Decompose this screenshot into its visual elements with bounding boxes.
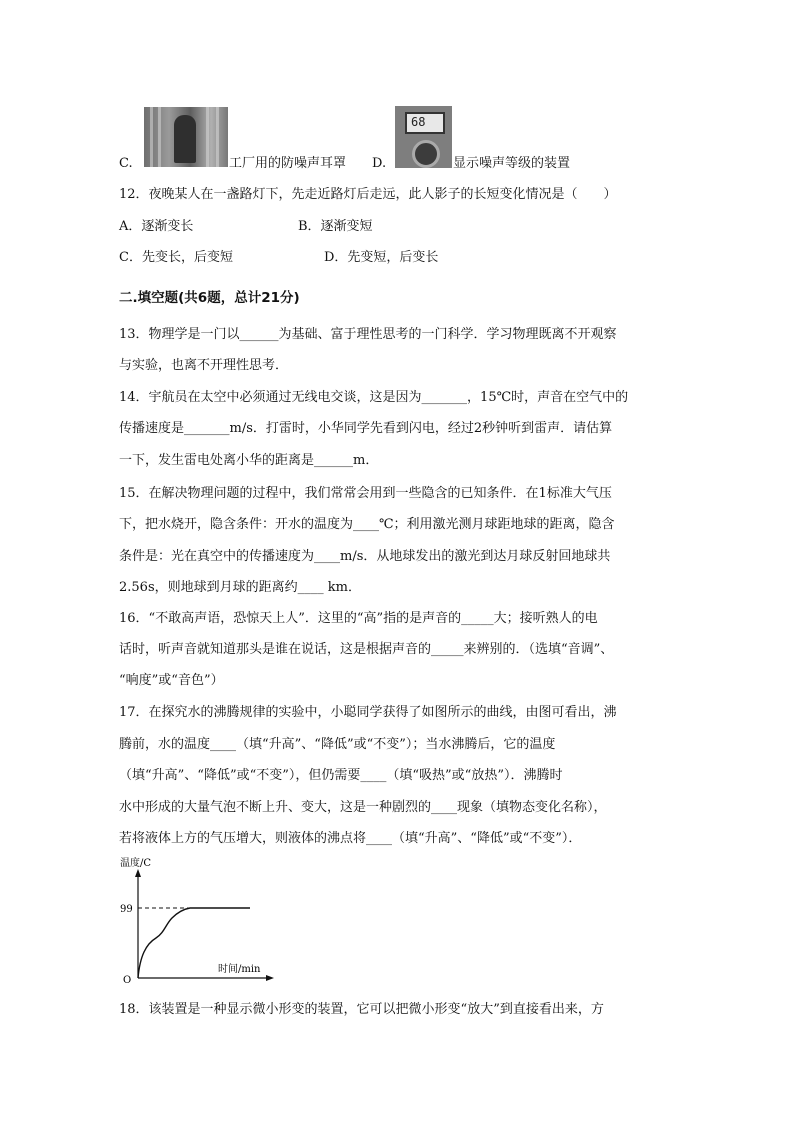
q15-line: 下，把水烧开，隐含条件：开水的温度为____℃；利用激光测月球距地球的距离，隐含	[119, 517, 615, 532]
q13-line: 与实验，也离不开理性思考．	[119, 358, 289, 373]
q12-stem: 12．夜晚某人在一盏路灯下，先走近路灯后走远，此人影子的长短变化情况是（ ）	[119, 187, 617, 202]
q15-line: 条件是：光在真空中的传播速度为____m/s．从地球发出的激光到达月球反射回地球共	[119, 549, 611, 564]
graph-x-arrow	[266, 975, 274, 981]
option-d-text: 显示噪声等级的装置	[453, 156, 571, 171]
section-title: 二.填空题(共6题，总计21分)	[119, 290, 300, 306]
graph-tick-99: 99	[120, 904, 133, 915]
earmuff-photo	[144, 107, 228, 167]
graph-y-arrow	[135, 869, 141, 877]
option-c-letter: C.	[119, 156, 133, 171]
q12-option-d: D．先变短，后变长	[324, 250, 439, 265]
graph-origin: O	[123, 975, 132, 986]
q12-option-c: C．先变长，后变短	[119, 250, 233, 265]
q16-line: 话时，听声音就知道那头是谁在说话，这是根据声音的_____来辨别的．（选填“音调”、	[119, 642, 614, 657]
graph-y-label: 温度/C	[120, 858, 152, 869]
q17-line: （填“升高”、“降低”或“不变”），但仍需要____（填“吸热”或“放热”）．沸腾时	[119, 768, 563, 783]
q17-line: 若将液体上方的气压增大，则液体的沸点将____（填“升高”、“降低”或“不变”）．	[119, 831, 582, 846]
option-c-text: 工厂用的防噪声耳罩	[229, 156, 347, 171]
boiling-curve-graph	[118, 856, 276, 986]
q13-line: 13．物理学是一门以______为基础、富于理性思考的一门科学．学习物理既离不开观察	[119, 327, 617, 342]
q12-option-a: A．逐渐变长	[119, 219, 194, 234]
q17-line: 17．在探究水的沸腾规律的实验中，小聪同学获得了如图所示的曲线，由图可看出，沸	[119, 705, 617, 720]
noise-meter-photo	[395, 106, 452, 168]
q15-line: 2.56s，则地球到月球的距离约____ km．	[119, 580, 361, 595]
q18-line: 18．该装置是一种显示微小形变的装置，它可以把微小形变“放大”到直接看出来，方	[119, 1002, 604, 1017]
q14-line: 一下，发生雷电处离小华的距离是______m．	[119, 453, 379, 468]
q15-line: 15．在解决物理问题的过程中，我们常常会用到一些隐含的已知条件．在1标准大气压	[119, 486, 612, 501]
graph-x-label: 时间/min	[218, 964, 261, 975]
noise-meter-reading: 68	[411, 115, 426, 129]
q14-line: 14．宇航员在太空中必须通过无线电交谈，这是因为_______，15℃时，声音在空气中的	[119, 390, 629, 405]
q16-line: 16．“不敢高声语，恐惊天上人”．这里的“高”指的是声音的_____大；接听熟人的电	[119, 611, 598, 626]
q14-line: 传播速度是_______m/s．打雷时，小华同学先看到闪电，经过2秒钟听到雷声．请估算	[119, 421, 613, 436]
q17-line: 腾前，水的温度____（填“升高”、“降低”或“不变”）；当水沸腾后，它的温度	[119, 737, 556, 752]
q17-line: 水中形成的大量气泡不断上升、变大，这是一种剧烈的____现象（填物态变化名称），	[119, 800, 607, 815]
q16-line: “响度”或“音色”）	[119, 673, 224, 688]
option-d-letter: D.	[372, 156, 387, 171]
q12-option-b: B．逐渐变短	[298, 219, 373, 234]
